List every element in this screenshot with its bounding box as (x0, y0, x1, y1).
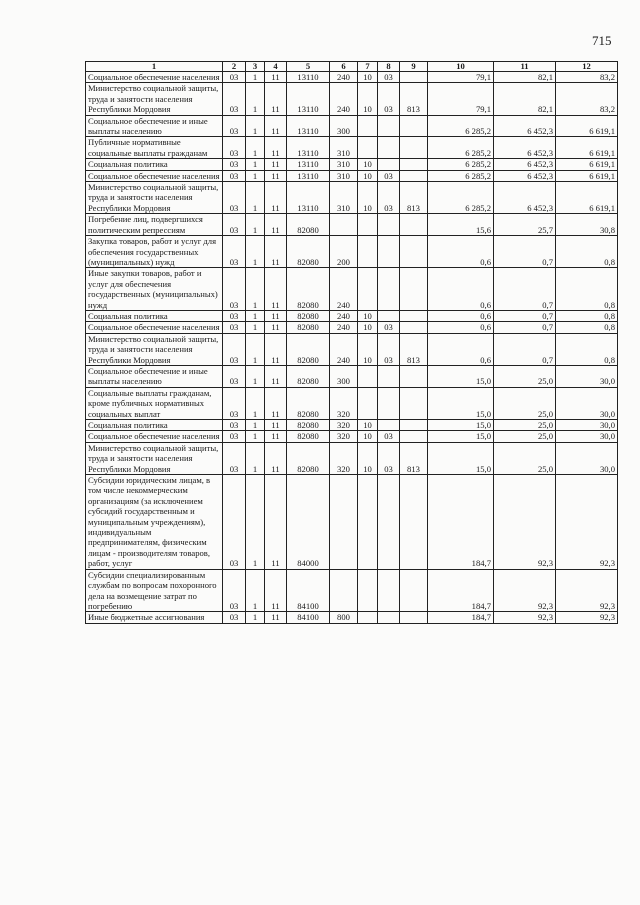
column-header: 3 (246, 62, 265, 72)
cell-code: 1 (246, 170, 265, 181)
amount-cell: 6 619,1 (556, 159, 618, 170)
amount-cell: 30,0 (556, 420, 618, 431)
amount-cell: 6 285,2 (428, 159, 494, 170)
cell-code: 1 (246, 365, 265, 387)
table-row (86, 387, 618, 419)
cell-code (400, 137, 428, 159)
cell-code: 310 (330, 137, 358, 159)
table-row (86, 333, 618, 365)
cell-code: 10 (358, 420, 378, 431)
amount-cell: 82,1 (494, 83, 556, 115)
row-name: Социальная политика (86, 159, 223, 170)
cell-code: 10 (358, 159, 378, 170)
column-header: 8 (378, 62, 400, 72)
cell-code: 03 (378, 83, 400, 115)
amount-cell: 79,1 (428, 72, 494, 83)
amount-cell: 30,0 (556, 387, 618, 419)
amount-cell: 92,3 (494, 612, 556, 623)
amount-cell: 6 452,3 (494, 182, 556, 214)
cell-code: 03 (223, 182, 246, 214)
amount-cell: 83,2 (556, 83, 618, 115)
cell-code (358, 214, 378, 236)
amount-cell: 25,0 (494, 420, 556, 431)
table-row (86, 475, 618, 570)
column-header: 4 (265, 62, 287, 72)
table-row (86, 268, 618, 311)
table-row (86, 83, 618, 115)
amount-cell: 25,7 (494, 214, 556, 236)
cell-code (358, 268, 378, 311)
cell-code: 10 (358, 72, 378, 83)
cell-code (358, 475, 378, 570)
column-header: 7 (358, 62, 378, 72)
row-name: Социальная политика (86, 310, 223, 321)
column-header: 12 (556, 62, 618, 72)
amount-cell: 30,0 (556, 365, 618, 387)
row-name: Субсидии юридическим лицам, в том числе некоммерческим организациям (за исключением субсидий государственным и муниципальным учреждениям), индивидуальным предпринимателям, физическим лицам - производителям товаров, работ, услуг (86, 475, 223, 570)
cell-code: 240 (330, 333, 358, 365)
cell-code: 82080 (287, 387, 330, 419)
amount-cell: 30,8 (556, 214, 618, 236)
cell-code: 10 (358, 182, 378, 214)
amount-cell: 0,6 (428, 322, 494, 333)
amount-cell: 0,7 (494, 333, 556, 365)
amount-cell: 6 619,1 (556, 170, 618, 181)
cell-code: 11 (265, 420, 287, 431)
cell-code (378, 310, 400, 321)
cell-code: 813 (400, 442, 428, 474)
cell-code: 200 (330, 236, 358, 268)
cell-code: 240 (330, 268, 358, 311)
cell-code: 03 (378, 431, 400, 442)
table-row (86, 214, 618, 236)
amount-cell: 92,3 (556, 475, 618, 570)
cell-code (400, 170, 428, 181)
cell-code (400, 612, 428, 623)
row-name: Иные бюджетные ассигнования (86, 612, 223, 623)
cell-code: 10 (358, 431, 378, 442)
cell-code: 82080 (287, 268, 330, 311)
cell-code (358, 137, 378, 159)
cell-code: 11 (265, 159, 287, 170)
cell-code: 10 (358, 322, 378, 333)
cell-code: 240 (330, 322, 358, 333)
amount-cell: 6 285,2 (428, 182, 494, 214)
cell-code: 813 (400, 182, 428, 214)
table-row (86, 431, 618, 442)
cell-code: 1 (246, 83, 265, 115)
cell-code: 240 (330, 83, 358, 115)
amount-cell: 15,0 (428, 365, 494, 387)
cell-code (378, 137, 400, 159)
table-row (86, 442, 618, 474)
column-header: 11 (494, 62, 556, 72)
cell-code: 03 (378, 182, 400, 214)
cell-code: 82080 (287, 365, 330, 387)
amount-cell: 25,0 (494, 365, 556, 387)
table-row (86, 72, 618, 83)
cell-code: 84000 (287, 475, 330, 570)
cell-code: 11 (265, 387, 287, 419)
cell-code: 03 (223, 387, 246, 419)
cell-code (358, 365, 378, 387)
cell-code: 1 (246, 475, 265, 570)
cell-code: 1 (246, 236, 265, 268)
cell-code: 11 (265, 170, 287, 181)
cell-code (358, 387, 378, 419)
cell-code: 813 (400, 333, 428, 365)
row-name: Социальное обеспечение населения (86, 322, 223, 333)
row-name: Иные закупки товаров, работ и услуг для обеспечения государственных (муниципальных) нужд (86, 268, 223, 311)
cell-code: 03 (223, 475, 246, 570)
row-name: Социальное обеспечение населения (86, 170, 223, 181)
table-row (86, 159, 618, 170)
cell-code: 82080 (287, 333, 330, 365)
amount-cell: 6 619,1 (556, 182, 618, 214)
table-body (86, 72, 618, 624)
column-header: 10 (428, 62, 494, 72)
cell-code: 13110 (287, 72, 330, 83)
row-name: Социальные выплаты гражданам, кроме публичных нормативных социальных выплат (86, 387, 223, 419)
cell-code: 11 (265, 612, 287, 623)
amount-cell: 0,8 (556, 333, 618, 365)
amount-cell: 0,8 (556, 322, 618, 333)
amount-cell: 25,0 (494, 442, 556, 474)
cell-code: 03 (223, 72, 246, 83)
amount-cell: 83,2 (556, 72, 618, 83)
cell-code: 82080 (287, 236, 330, 268)
cell-code: 320 (330, 420, 358, 431)
cell-code: 13110 (287, 115, 330, 137)
cell-code: 11 (265, 322, 287, 333)
cell-code: 1 (246, 72, 265, 83)
cell-code: 82080 (287, 214, 330, 236)
cell-code: 11 (265, 214, 287, 236)
cell-code: 84100 (287, 612, 330, 623)
cell-code (400, 115, 428, 137)
table-row (86, 612, 618, 623)
amount-cell: 92,3 (556, 612, 618, 623)
row-name: Субсидии специализированным службам по вопросам похоронного дела на возмещение затрат по погребению (86, 569, 223, 612)
row-name: Министерство социальной защиты, труда и занятости населения Республики Мордовия (86, 83, 223, 115)
cell-code: 300 (330, 115, 358, 137)
cell-code: 03 (223, 310, 246, 321)
cell-code (400, 431, 428, 442)
column-header: 5 (287, 62, 330, 72)
cell-code: 240 (330, 72, 358, 83)
row-name: Закупка товаров, работ и услуг для обеспечения государственных (муниципальных) нужд (86, 236, 223, 268)
table-header-row (86, 62, 618, 72)
cell-code: 310 (330, 182, 358, 214)
amount-cell: 6 452,3 (494, 170, 556, 181)
cell-code: 03 (223, 365, 246, 387)
amount-cell: 6 452,3 (494, 137, 556, 159)
page-number: 715 (592, 33, 612, 48)
row-name: Социальное обеспечение населения (86, 72, 223, 83)
cell-code: 03 (223, 137, 246, 159)
cell-code: 11 (265, 72, 287, 83)
cell-code: 13110 (287, 170, 330, 181)
cell-code: 11 (265, 569, 287, 612)
cell-code: 03 (223, 159, 246, 170)
cell-code (378, 115, 400, 137)
cell-code (400, 387, 428, 419)
cell-code: 82080 (287, 442, 330, 474)
amount-cell: 0,6 (428, 333, 494, 365)
cell-code: 03 (223, 612, 246, 623)
amount-cell: 6 619,1 (556, 115, 618, 137)
cell-code: 10 (358, 333, 378, 365)
cell-code: 813 (400, 83, 428, 115)
cell-code: 03 (378, 442, 400, 474)
amount-cell: 0,6 (428, 268, 494, 311)
cell-code (330, 214, 358, 236)
cell-code (400, 322, 428, 333)
cell-code: 1 (246, 333, 265, 365)
cell-code: 1 (246, 182, 265, 214)
cell-code: 11 (265, 442, 287, 474)
table-row (86, 115, 618, 137)
cell-code: 10 (358, 442, 378, 474)
table-row (86, 322, 618, 333)
cell-code: 03 (223, 333, 246, 365)
row-name: Социальное обеспечение и иные выплаты населению (86, 115, 223, 137)
cell-code (378, 159, 400, 170)
table-row (86, 310, 618, 321)
row-name: Социальная политика (86, 420, 223, 431)
cell-code (378, 268, 400, 311)
table-row (86, 569, 618, 612)
cell-code (400, 569, 428, 612)
cell-code: 11 (265, 115, 287, 137)
cell-code: 11 (265, 182, 287, 214)
row-name: Министерство социальной защиты, труда и занятости населения Республики Мордовия (86, 442, 223, 474)
cell-code: 82080 (287, 420, 330, 431)
cell-code (400, 214, 428, 236)
cell-code: 320 (330, 442, 358, 474)
cell-code: 03 (378, 322, 400, 333)
amount-cell: 0,7 (494, 236, 556, 268)
cell-code: 320 (330, 431, 358, 442)
cell-code: 11 (265, 137, 287, 159)
amount-cell: 92,3 (556, 569, 618, 612)
cell-code: 03 (223, 431, 246, 442)
table-row (86, 170, 618, 181)
table-row (86, 365, 618, 387)
amount-cell: 30,0 (556, 442, 618, 474)
cell-code: 03 (378, 333, 400, 365)
cell-code: 84100 (287, 569, 330, 612)
cell-code (358, 569, 378, 612)
cell-code: 03 (223, 442, 246, 474)
cell-code: 11 (265, 310, 287, 321)
cell-code (378, 569, 400, 612)
cell-code (358, 115, 378, 137)
cell-code: 03 (223, 420, 246, 431)
amount-cell: 184,7 (428, 475, 494, 570)
amount-cell: 0,8 (556, 268, 618, 311)
cell-code (330, 569, 358, 612)
cell-code: 1 (246, 322, 265, 333)
cell-code: 03 (223, 214, 246, 236)
amount-cell: 6 285,2 (428, 137, 494, 159)
cell-code: 03 (223, 322, 246, 333)
amount-cell: 82,1 (494, 72, 556, 83)
cell-code: 82080 (287, 322, 330, 333)
cell-code: 13110 (287, 83, 330, 115)
cell-code: 03 (223, 170, 246, 181)
cell-code: 1 (246, 387, 265, 419)
cell-code: 1 (246, 431, 265, 442)
cell-code (358, 236, 378, 268)
cell-code (358, 612, 378, 623)
cell-code: 310 (330, 170, 358, 181)
row-name: Публичные нормативные социальные выплаты гражданам (86, 137, 223, 159)
cell-code: 1 (246, 159, 265, 170)
cell-code (400, 72, 428, 83)
cell-code: 11 (265, 268, 287, 311)
cell-code (400, 268, 428, 311)
cell-code: 13110 (287, 182, 330, 214)
cell-code: 1 (246, 420, 265, 431)
amount-cell: 6 452,3 (494, 159, 556, 170)
cell-code (378, 387, 400, 419)
cell-code: 800 (330, 612, 358, 623)
table-row (86, 137, 618, 159)
amount-cell: 184,7 (428, 612, 494, 623)
budget-table (85, 61, 618, 624)
amount-cell: 15,0 (428, 420, 494, 431)
cell-code (378, 365, 400, 387)
row-name: Погребение лиц, подвергшихся политическим репрессиям (86, 214, 223, 236)
row-name: Социальное обеспечение и иные выплаты населению (86, 365, 223, 387)
cell-code: 03 (378, 170, 400, 181)
cell-code: 11 (265, 431, 287, 442)
cell-code: 1 (246, 137, 265, 159)
table-row (86, 182, 618, 214)
amount-cell: 0,6 (428, 310, 494, 321)
amount-cell: 0,7 (494, 268, 556, 311)
amount-cell: 6 452,3 (494, 115, 556, 137)
amount-cell: 30,0 (556, 431, 618, 442)
amount-cell: 0,7 (494, 322, 556, 333)
cell-code: 11 (265, 365, 287, 387)
amount-cell: 6 285,2 (428, 170, 494, 181)
amount-cell: 79,1 (428, 83, 494, 115)
cell-code: 13110 (287, 159, 330, 170)
cell-code: 1 (246, 612, 265, 623)
amount-cell: 25,0 (494, 387, 556, 419)
amount-cell: 0,6 (428, 236, 494, 268)
cell-code: 03 (223, 268, 246, 311)
cell-code: 10 (358, 310, 378, 321)
amount-cell: 15,0 (428, 387, 494, 419)
cell-code: 1 (246, 268, 265, 311)
cell-code (400, 159, 428, 170)
amount-cell: 92,3 (494, 569, 556, 612)
cell-code: 1 (246, 569, 265, 612)
table-row (86, 236, 618, 268)
cell-code (378, 236, 400, 268)
amount-cell: 15,0 (428, 442, 494, 474)
cell-code: 1 (246, 442, 265, 474)
row-name: Социальное обеспечение населения (86, 431, 223, 442)
amount-cell: 6 619,1 (556, 137, 618, 159)
cell-code: 1 (246, 214, 265, 236)
cell-code: 10 (358, 170, 378, 181)
row-name: Министерство социальной защиты, труда и занятости населения Республики Мордовия (86, 333, 223, 365)
cell-code (378, 612, 400, 623)
amount-cell: 184,7 (428, 569, 494, 612)
column-header: 6 (330, 62, 358, 72)
cell-code (378, 420, 400, 431)
amount-cell: 0,7 (494, 310, 556, 321)
cell-code (400, 420, 428, 431)
cell-code: 240 (330, 310, 358, 321)
table-row (86, 420, 618, 431)
amount-cell: 0,8 (556, 310, 618, 321)
cell-code: 11 (265, 83, 287, 115)
amount-cell: 6 285,2 (428, 115, 494, 137)
cell-code: 03 (223, 236, 246, 268)
cell-code: 1 (246, 310, 265, 321)
cell-code: 82080 (287, 310, 330, 321)
amount-cell: 15,0 (428, 431, 494, 442)
cell-code (400, 475, 428, 570)
amount-cell: 15,6 (428, 214, 494, 236)
cell-code (330, 475, 358, 570)
cell-code: 11 (265, 475, 287, 570)
cell-code: 82080 (287, 431, 330, 442)
amount-cell: 92,3 (494, 475, 556, 570)
cell-code: 320 (330, 387, 358, 419)
cell-code: 03 (223, 115, 246, 137)
cell-code: 13110 (287, 137, 330, 159)
cell-code: 03 (223, 83, 246, 115)
cell-code: 11 (265, 333, 287, 365)
cell-code (400, 365, 428, 387)
column-header: 2 (223, 62, 246, 72)
cell-code: 1 (246, 115, 265, 137)
column-header: 1 (86, 62, 223, 72)
cell-code: 03 (378, 72, 400, 83)
cell-code: 310 (330, 159, 358, 170)
cell-code: 11 (265, 236, 287, 268)
row-name: Министерство социальной защиты, труда и занятости населения Республики Мордовия (86, 182, 223, 214)
cell-code: 03 (223, 569, 246, 612)
cell-code (400, 310, 428, 321)
cell-code (400, 236, 428, 268)
cell-code (378, 475, 400, 570)
amount-cell: 25,0 (494, 431, 556, 442)
amount-cell: 0,8 (556, 236, 618, 268)
cell-code: 300 (330, 365, 358, 387)
cell-code: 10 (358, 83, 378, 115)
column-header: 9 (400, 62, 428, 72)
cell-code (378, 214, 400, 236)
